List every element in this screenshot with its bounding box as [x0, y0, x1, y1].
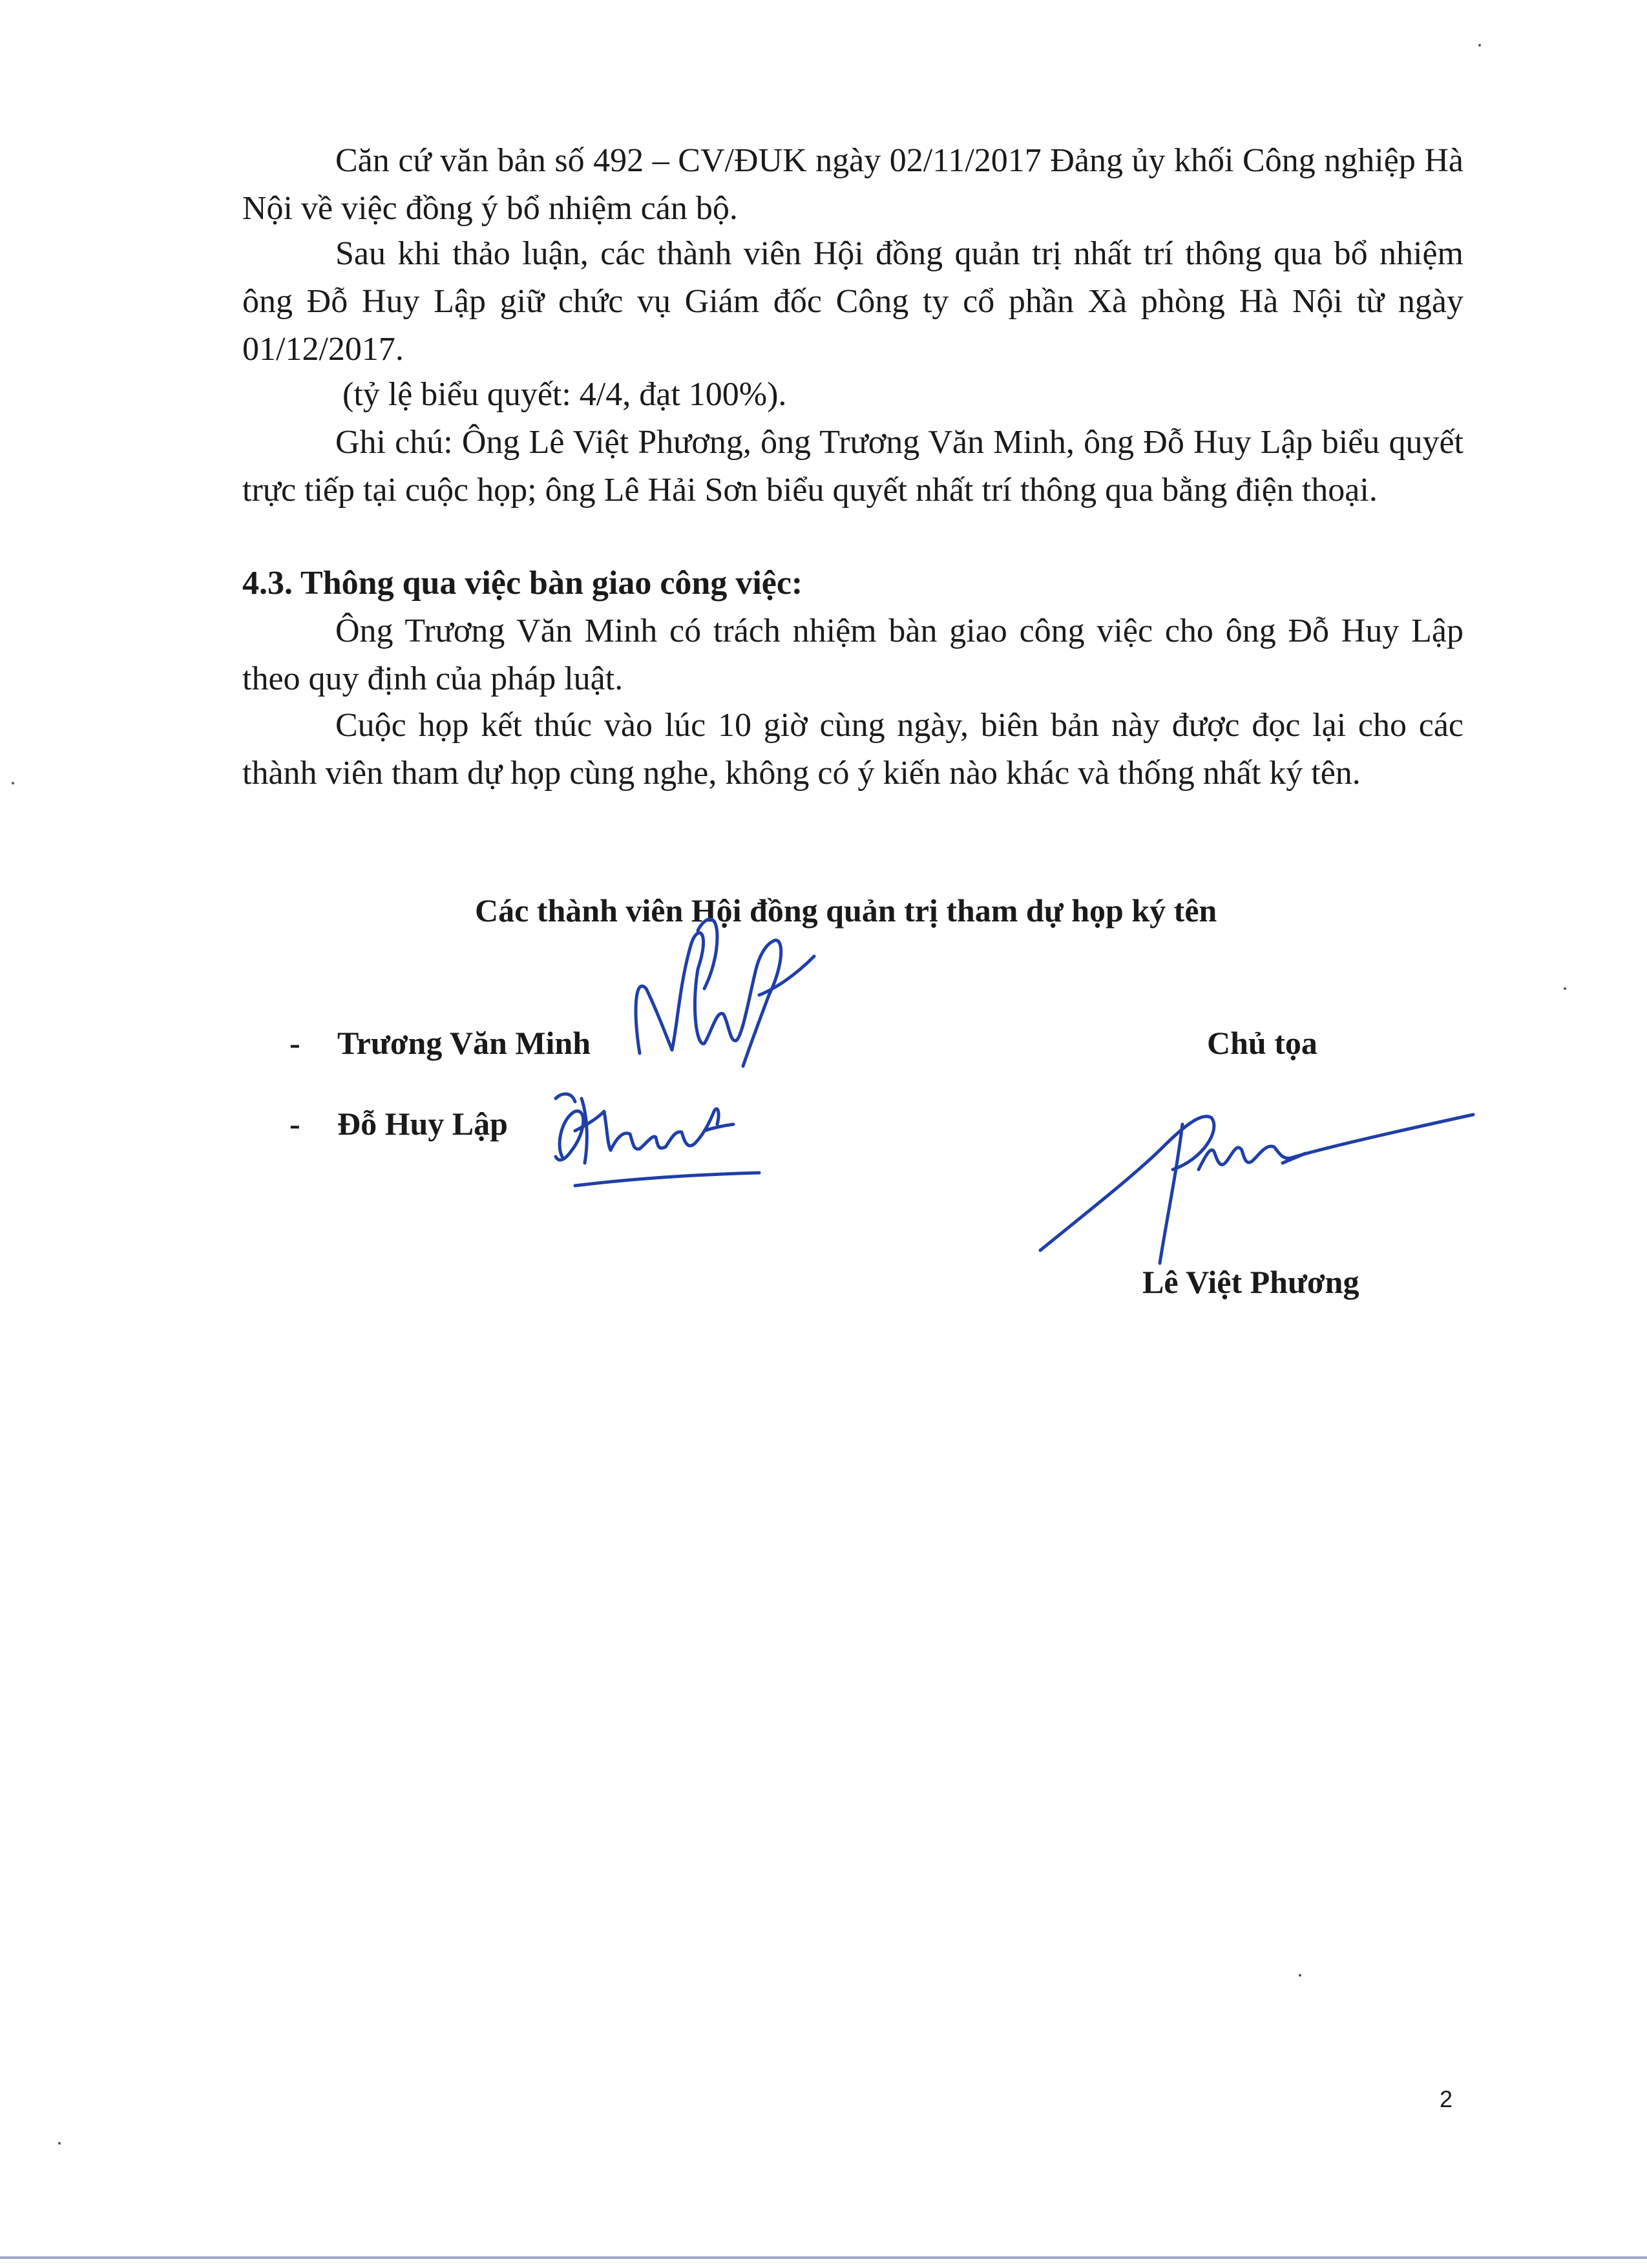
paragraph-note: Ghi chú: Ông Lê Việt Phương, ông Trương Văn Minh, ông Đỗ Huy Lập biểu quyết trực tiếp tại cuộc họp; ông Lê Hải Sơn biểu quyết nhất trí thông qua bằng điện thoại.	[242, 424, 1463, 509]
paragraph-vote-ratio: (tỷ lệ biểu quyết: 4/4, đạt 100%).	[342, 376, 787, 413]
paragraph-closing: Cuộc họp kết thúc vào lúc 10 giờ cùng ngày, biên bản này được đọc lại cho các thành viên tham dự họp cùng nghe, không có ý kiến nào khác và thống nhất ký tên.	[242, 707, 1463, 792]
chair-title: Chủ tọa	[1207, 1025, 1317, 1061]
scan-speck	[1478, 44, 1481, 47]
paragraph-legal-basis: Căn cứ văn bản số 492 – CV/ĐUK ngày 02/11/2017 Đảng ủy khối Công nghiệp Hà Nội về việc đồng ý bổ nhiệm cán bộ.	[242, 142, 1463, 227]
signer-dash: -	[289, 1106, 300, 1142]
scan-edge-line	[0, 2256, 1647, 2259]
section-heading: 4.3. Thông qua việc bàn giao công việc:	[242, 565, 803, 602]
signer-dash: -	[289, 1025, 300, 1061]
paragraph-handover: Ông Trương Văn Minh có trách nhiệm bàn giao công việc cho ông Đỗ Huy Lập theo quy định của pháp luật.	[242, 613, 1463, 697]
signature-minh	[620, 918, 827, 1086]
signature-phuong	[1034, 1098, 1486, 1273]
scan-speck	[12, 782, 14, 784]
paragraph-resolution: Sau khi thảo luận, các thành viên Hội đồng quản trị nhất trí thông qua bổ nhiệm ông Đỗ Huy Lập giữ chức vụ Giám đốc Công ty cổ phần Xà phòng Hà Nội từ ngày 01/12/2017.	[242, 235, 1463, 368]
signature-heading: Các thành viên Hội đồng quản trị tham dự họp ký tên	[475, 892, 1217, 929]
page-number: 2	[1440, 2086, 1453, 2112]
signer-name-lap: Đỗ Huy Lập	[337, 1106, 508, 1142]
scan-speck	[1564, 987, 1566, 990]
chair-name: Lê Việt Phương	[1142, 1264, 1359, 1300]
scan-speck	[1299, 1974, 1301, 1977]
signature-lap	[536, 1073, 769, 1189]
scan-speck	[58, 2142, 61, 2145]
signer-name-minh: Trương Văn Minh	[337, 1025, 591, 1061]
